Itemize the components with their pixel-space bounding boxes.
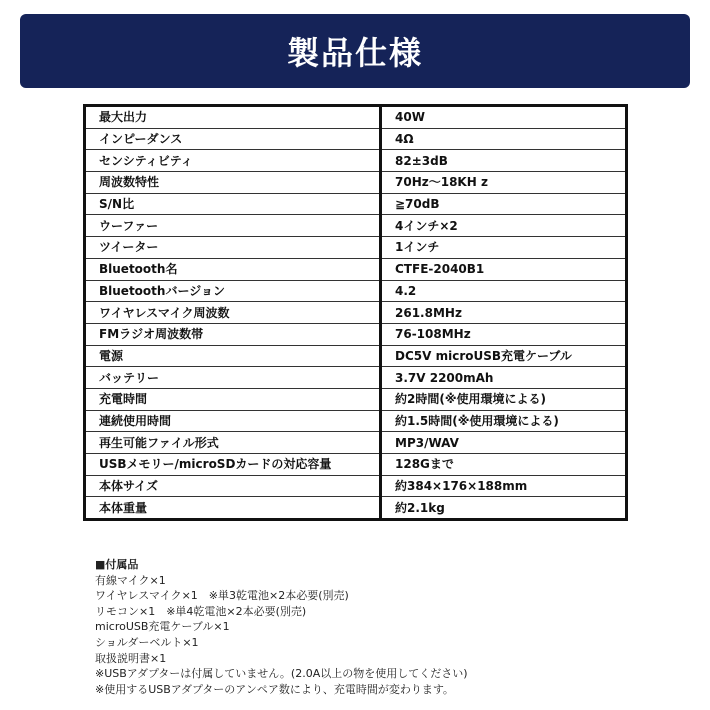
spec-row bbox=[85, 150, 627, 172]
spec-row bbox=[85, 280, 627, 302]
spec-value: 1インチ bbox=[381, 237, 627, 259]
spec-value: 4インチ×2 bbox=[381, 215, 627, 237]
spec-row bbox=[85, 323, 627, 345]
title-banner bbox=[20, 14, 690, 88]
spec-label: 連続使用時間 bbox=[85, 410, 381, 432]
spec-value: DC5V microUSB充電ケーブル bbox=[381, 345, 627, 367]
spec-label: 充電時間 bbox=[85, 388, 381, 410]
accessory-item: microUSB充電ケーブル×1 bbox=[95, 620, 230, 634]
spec-value: ≧70dB bbox=[381, 193, 627, 215]
spec-row bbox=[85, 106, 627, 129]
accessory-item: ワイヤレスマイク×1 ※単3乾電池×2本必要(別売) bbox=[95, 589, 349, 603]
spec-row bbox=[85, 193, 627, 215]
spec-value: 約2.1kg bbox=[381, 497, 627, 520]
spec-value: 約2時間(※使用環境による) bbox=[381, 388, 627, 410]
spec-label: Bluetoothバージョン bbox=[85, 280, 381, 302]
spec-row bbox=[85, 172, 627, 194]
accessories-heading: ■付属品 bbox=[95, 558, 139, 571]
spec-label: 本体サイズ bbox=[85, 475, 381, 497]
spec-label: 周波数特性 bbox=[85, 172, 381, 194]
spec-value: 約384×176×188mm bbox=[381, 475, 627, 497]
spec-value: 3.7V 2200mAh bbox=[381, 367, 627, 389]
spec-value: 70Hz～18KH z bbox=[381, 172, 627, 194]
accessory-item: 取扱説明書×1 bbox=[95, 651, 167, 665]
spec-label: Bluetooth名 bbox=[85, 258, 381, 280]
spec-label: USBメモリー/microSDカードの対応容量 bbox=[85, 454, 381, 476]
spec-row bbox=[85, 497, 627, 520]
spec-value: 128Gまで bbox=[381, 454, 627, 476]
spec-value: 40W bbox=[381, 106, 627, 129]
spec-label: 再生可能ファイル形式 bbox=[85, 432, 381, 454]
spec-label: S/N比 bbox=[85, 193, 381, 215]
spec-label: バッテリー bbox=[85, 367, 381, 389]
spec-label: ワイヤレスマイク周波数 bbox=[85, 302, 381, 324]
spec-label: 電源 bbox=[85, 345, 381, 367]
spec-value: 82±3dB bbox=[381, 150, 627, 172]
spec-value: CTFE-2040B1 bbox=[381, 258, 627, 280]
spec-value: 4Ω bbox=[381, 128, 627, 150]
spec-row bbox=[85, 432, 627, 454]
spec-label: ウーファー bbox=[85, 215, 381, 237]
spec-label: 本体重量 bbox=[85, 497, 381, 520]
spec-row bbox=[85, 128, 627, 150]
spec-label: インピーダンス bbox=[85, 128, 381, 150]
spec-row bbox=[85, 410, 627, 432]
spec-row bbox=[85, 367, 627, 389]
spec-value: MP3/WAV bbox=[381, 432, 627, 454]
accessory-item: ショルダーベルト×1 bbox=[95, 635, 199, 649]
spec-label: ツイーター bbox=[85, 237, 381, 259]
accessory-item: ※使用するUSBアダプターのアンペア数により、充電時間が変わります。 bbox=[95, 682, 454, 696]
spec-value: 261.8MHz bbox=[381, 302, 627, 324]
spec-value: 約1.5時間(※使用環境による) bbox=[381, 410, 627, 432]
spec-row bbox=[85, 345, 627, 367]
spec-row bbox=[85, 454, 627, 476]
spec-table bbox=[83, 104, 628, 521]
spec-value: 76-108MHz bbox=[381, 323, 627, 345]
spec-label: 最大出力 bbox=[85, 106, 381, 129]
accessories-section bbox=[95, 557, 468, 697]
spec-label: FMラジオ周波数帯 bbox=[85, 323, 381, 345]
page-title: 製品仕様 bbox=[286, 34, 423, 72]
accessory-item: リモコン×1 ※単4乾電池×2本必要(別売) bbox=[95, 604, 307, 618]
accessory-item: ※USBアダプターは付属していません。(2.0A以上の物を使用してください) bbox=[95, 667, 468, 681]
spec-table-body bbox=[85, 106, 627, 520]
spec-label: センシティビティ bbox=[85, 150, 381, 172]
spec-row bbox=[85, 388, 627, 410]
spec-row bbox=[85, 258, 627, 280]
spec-row bbox=[85, 302, 627, 324]
accessory-item: 有線マイク×1 bbox=[95, 573, 166, 587]
accessories-list bbox=[95, 573, 468, 698]
spec-row bbox=[85, 237, 627, 259]
spec-row bbox=[85, 475, 627, 497]
spec-row bbox=[85, 215, 627, 237]
spec-value: 4.2 bbox=[381, 280, 627, 302]
